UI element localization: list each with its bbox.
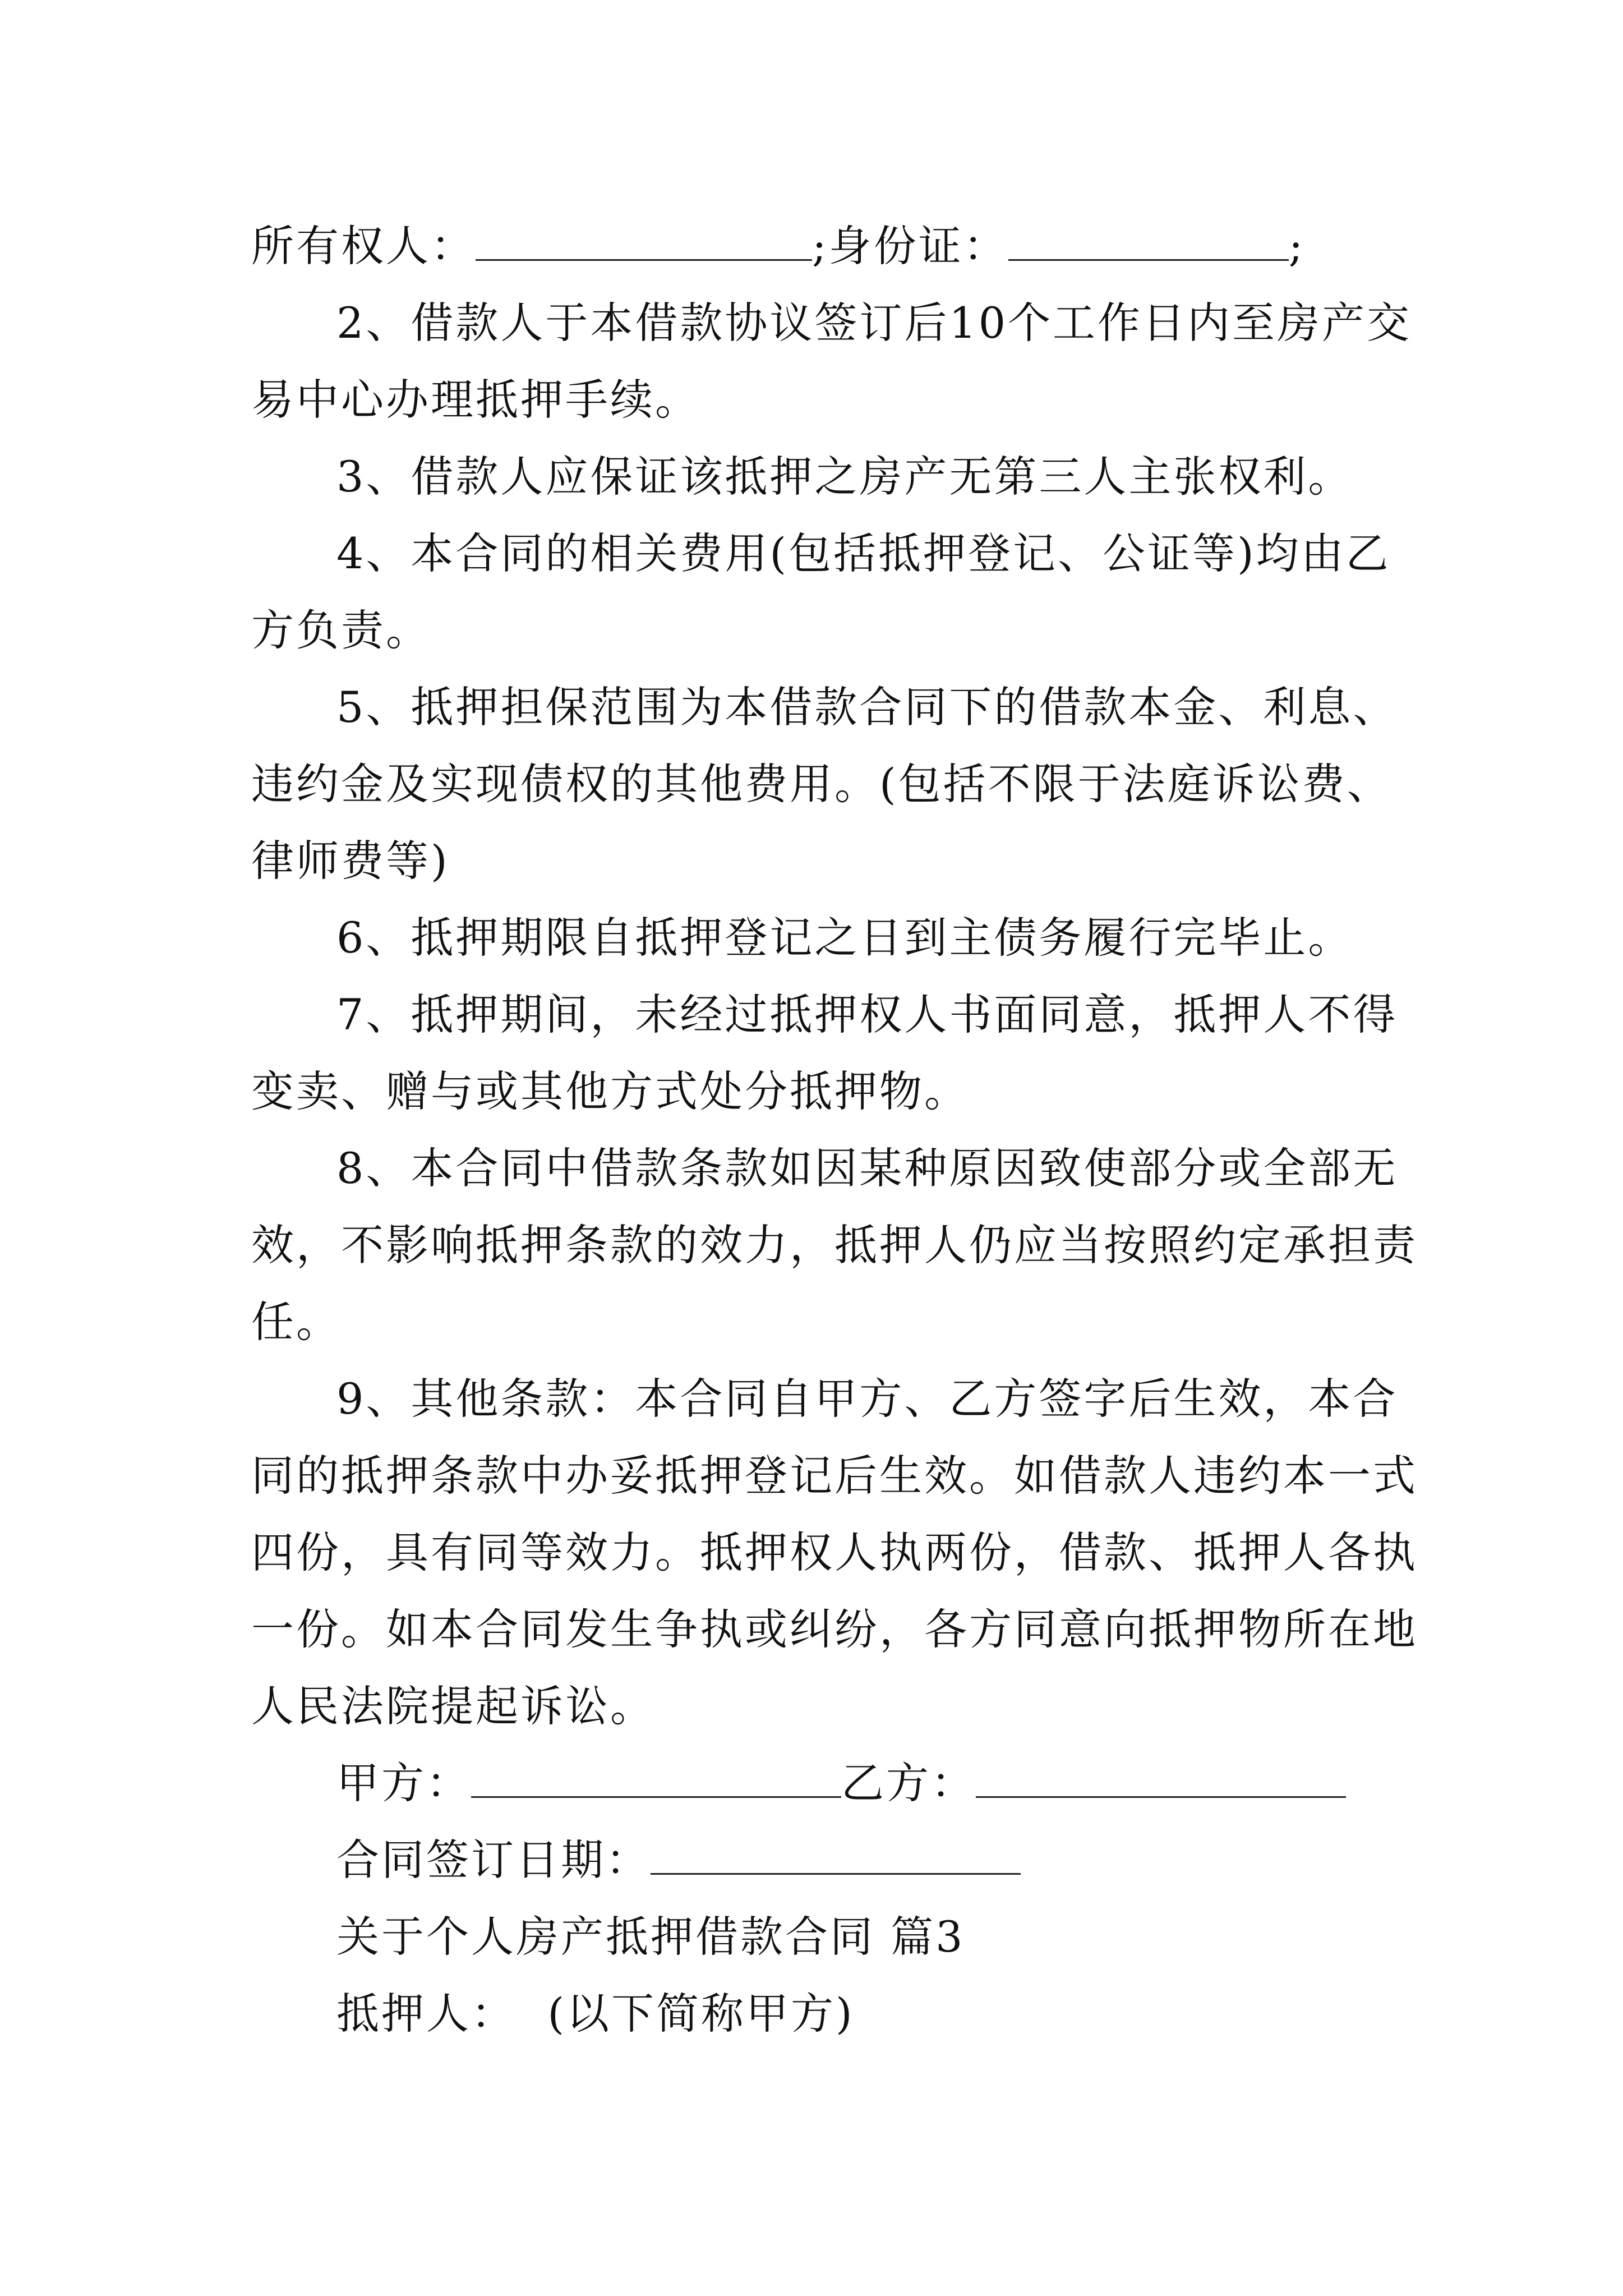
line-end: ;: [1288, 221, 1306, 271]
clause-8-line-1: 8、本合同中借款条款如因某种原因致使部分或全部无: [336, 1143, 1398, 1193]
owner-blank: [476, 226, 812, 261]
document-page: [251, 208, 1418, 2052]
clause-9-line-5: 人民法院提起诉讼。: [251, 1681, 655, 1731]
party-a-label: 甲方：: [336, 1758, 471, 1808]
clause-5-line-3: 律师费等): [251, 836, 450, 886]
clause-4-line-2: 方负责。: [251, 605, 431, 655]
id-blank: [1008, 226, 1289, 261]
clause-2-line-2: 易中心办理抵押手续。: [251, 375, 700, 425]
date-label: 合同签订日期：: [336, 1835, 651, 1885]
clause-9-line-4: 一份。如本合同发生争执或纠纷，各方同意向抵押物所在地: [251, 1604, 1418, 1654]
party-b-blank: [976, 1763, 1346, 1798]
clause-9-line-3: 四份，具有同等效力。抵押权人执两份，借款、抵押人各执: [251, 1527, 1418, 1577]
clause-9-line-1: 9、其他条款：本合同自甲方、乙方签字后生效，本合: [336, 1374, 1398, 1424]
signature-line: [251, 1745, 1395, 1821]
clause-8-line-2: 效，不影响抵押条款的效力，抵押人仍应当按照约定承担责: [251, 1220, 1418, 1270]
date-blank: [651, 1839, 1021, 1875]
id-label: ;身份证：: [812, 221, 1008, 271]
section-heading: 关于个人房产抵押借款合同 篇3: [336, 1912, 965, 1962]
date-line: [251, 1821, 1395, 1898]
clause-5-line-2: 违约金及实现债权的其他费用。(包括不限于法庭诉讼费、: [251, 759, 1392, 809]
mortgagor-line: 抵押人： (以下简称甲方): [336, 1989, 855, 2039]
clause-7-line-2: 变卖、赠与或其他方式处分抵押物。: [251, 1066, 969, 1116]
clause-6-line-1: 6、抵押期限自抵押登记之日到主债务履行完毕止。: [336, 913, 1353, 963]
clause-2-line-1: 2、借款人于本借款协议签订后10个工作日内至房产交: [336, 298, 1412, 348]
clause-3-line-1: 3、借款人应保证该抵押之房产无第三人主张权利。: [336, 452, 1353, 501]
owner-line: [251, 208, 1395, 284]
party-b-label: 乙方：: [841, 1758, 976, 1808]
owner-label: 所有权人：: [251, 221, 476, 271]
clause-5-line-1: 5、抵押担保范围为本借款合同下的借款本金、利息、: [336, 682, 1398, 732]
party-a-blank: [471, 1763, 841, 1798]
clause-7-line-1: 7、抵押期间，未经过抵押权人书面同意，抵押人不得: [336, 990, 1398, 1039]
clause-9-line-2: 同的抵押条款中办妥抵押登记后生效。如借款人违约本一式: [251, 1451, 1418, 1501]
clause-4-line-1: 4、本合同的相关费用(包括抵押登记、公证等)均由乙: [336, 528, 1391, 578]
clause-8-line-3: 任。: [251, 1297, 341, 1347]
